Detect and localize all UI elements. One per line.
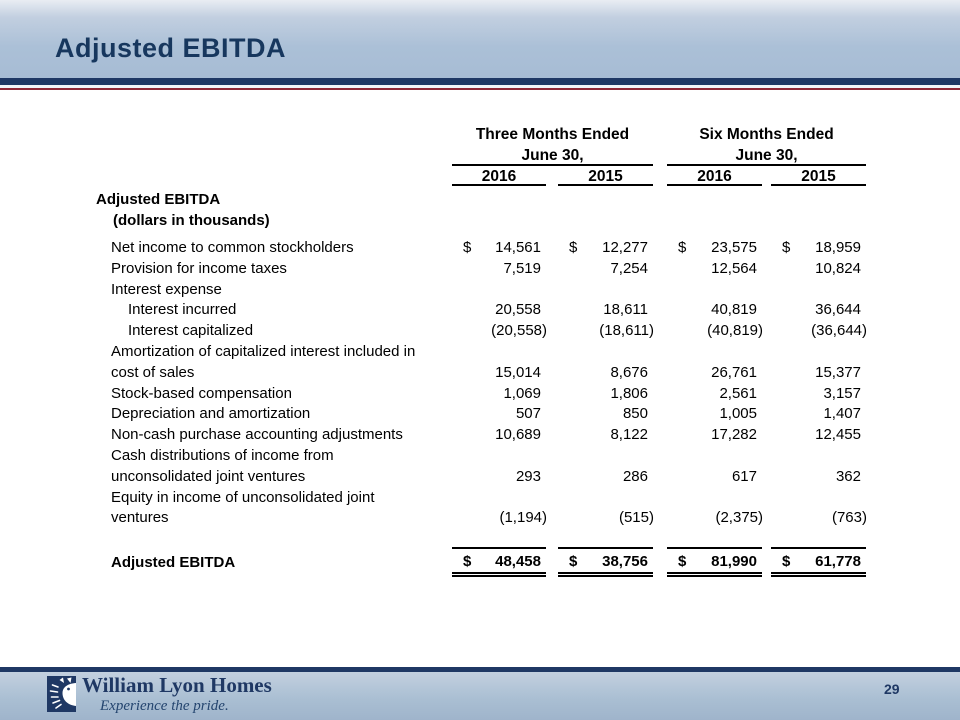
value-cell: 850	[622, 405, 648, 423]
value-cell: 1,806	[610, 384, 648, 402]
table-row	[96, 259, 871, 280]
value-cell: $ 18,959	[771, 238, 866, 259]
row-label: Depreciation and amortization	[111, 405, 311, 423]
column-group-six-months	[667, 124, 866, 166]
value-cell: 1,407	[823, 405, 861, 423]
table-row	[96, 404, 871, 425]
table-row	[96, 300, 871, 321]
table-row	[96, 384, 871, 405]
value-cell: 10,824	[815, 259, 861, 277]
company-tagline: Experience the pride.	[100, 698, 229, 714]
currency-symbol: $	[782, 239, 791, 256]
total-value-cell: $ 81,990	[667, 547, 762, 577]
value-cell: 15,377	[815, 363, 861, 381]
row-label: Non-cash purchase accounting adjustments	[111, 426, 403, 444]
row-label: Equity in income of unconsolidated joint ventures	[111, 488, 375, 527]
column-group-label: Three Months Ended	[475, 126, 630, 143]
currency-symbol: $	[678, 553, 687, 571]
header-navy-rule	[0, 78, 960, 85]
value-cell: (40,819)	[707, 322, 763, 340]
total-value-cell: $ 61,778	[771, 547, 866, 577]
value-cell: 12,564	[711, 259, 757, 277]
value-cell: 3,157	[823, 384, 861, 402]
currency-symbol: $	[782, 553, 791, 571]
value-cell: 362	[835, 467, 861, 485]
value-cell: 8,676	[610, 363, 648, 381]
value-cell: 36,644	[815, 301, 861, 319]
table-row	[96, 280, 871, 301]
table-caption-units: (dollars in thousands)	[113, 212, 270, 229]
value-cell: (763)	[831, 509, 867, 527]
row-label: Net income to common stockholders	[111, 239, 354, 256]
row-label: Provision for income taxes	[111, 259, 287, 277]
value-cell: $ 14,561	[452, 238, 546, 259]
value-cell: 286	[622, 467, 648, 485]
page-number: 29	[884, 681, 900, 697]
row-label: Amortization of capitalized interest included in cost of sales	[111, 342, 416, 381]
footer-band	[0, 672, 960, 720]
value-cell: (2,375)	[715, 509, 763, 527]
value-cell: 7,254	[610, 259, 648, 277]
row-label: Interest expense	[111, 280, 222, 298]
value-cell: (20,558)	[491, 322, 547, 340]
table-caption	[96, 189, 270, 231]
table-row	[96, 488, 871, 530]
year-header-6m-2016: 2016	[667, 167, 762, 186]
value-cell: (1,194)	[499, 509, 547, 527]
value-cell: 2,561	[719, 384, 757, 402]
row-label: Stock-based compensation	[111, 384, 292, 402]
value-cell: 18,611	[603, 301, 648, 319]
table-row	[96, 425, 871, 446]
company-logo	[47, 676, 76, 717]
currency-symbol: $	[569, 239, 578, 256]
value-cell: 40,819	[711, 301, 757, 319]
value-cell: (515)	[618, 509, 654, 527]
header-red-rule	[0, 88, 960, 90]
row-label: Interest capitalized	[128, 322, 254, 340]
row-label: Cash distributions of income from unconsolidated joint ventures	[111, 446, 334, 485]
value-cell: 293	[515, 467, 541, 485]
value-cell: 1,005	[719, 405, 757, 423]
column-group-sublabel: June 30,	[521, 147, 584, 164]
year-header-3m-2016: 2016	[452, 167, 546, 186]
value-cell: 10,689	[495, 426, 541, 444]
table-total-row	[96, 547, 871, 577]
value-cell: 12,455	[815, 426, 861, 444]
currency-symbol: $	[463, 553, 472, 571]
year-header-6m-2015: 2015	[771, 167, 866, 186]
currency-symbol: $	[569, 553, 578, 571]
total-row-label: Adjusted EBITDA	[111, 554, 236, 572]
lion-icon	[47, 676, 76, 712]
value-cell: 20,558	[495, 301, 541, 319]
value-cell: 17,282	[711, 426, 757, 444]
table-row	[96, 238, 871, 259]
table-row	[96, 321, 871, 342]
value-cell: 26,761	[711, 363, 757, 381]
value-cell: (36,644)	[811, 322, 867, 340]
ebitda-table	[96, 238, 871, 577]
column-group-sublabel: June 30,	[735, 147, 798, 164]
value-cell: (18,611)	[599, 322, 654, 340]
value-cell: 8,122	[610, 426, 648, 444]
row-label: Interest incurred	[128, 301, 237, 319]
total-value-cell: $ 38,756	[558, 547, 653, 577]
year-header-3m-2015: 2015	[558, 167, 653, 186]
column-group-label: Six Months Ended	[699, 126, 834, 143]
table-row	[96, 342, 871, 384]
total-value-cell: $ 48,458	[452, 547, 546, 577]
footer-branding	[82, 674, 272, 715]
currency-symbol: $	[463, 239, 472, 256]
value-cell: 7,519	[503, 259, 541, 277]
value-cell: 15,014	[495, 363, 541, 381]
column-group-three-months	[452, 124, 653, 166]
table-row	[96, 446, 871, 488]
value-cell: 507	[515, 405, 541, 423]
value-cell: 1,069	[503, 384, 541, 402]
value-cell: $ 23,575	[667, 238, 762, 259]
page-title: Adjusted EBITDA	[55, 33, 287, 63]
table-caption-title: Adjusted EBITDA	[96, 191, 221, 208]
company-name: William Lyon Homes	[82, 673, 272, 697]
value-cell: 617	[731, 467, 757, 485]
currency-symbol: $	[678, 239, 687, 256]
value-cell: $ 12,277	[558, 238, 653, 259]
